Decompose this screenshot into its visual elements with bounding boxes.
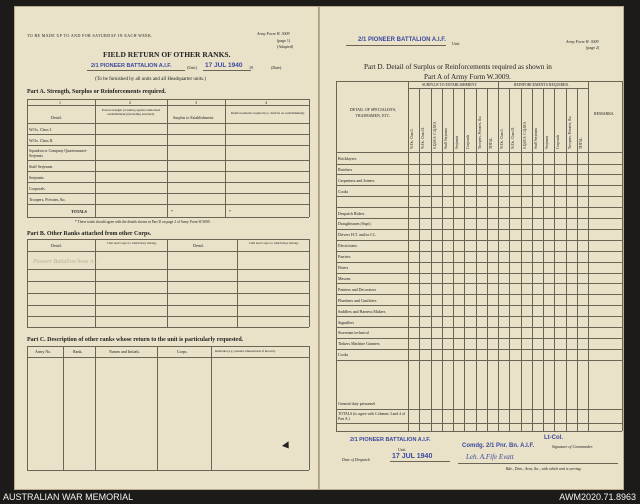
surplus-rank-column-5: Serjeants (455, 135, 459, 149)
rank-column-divider (543, 88, 544, 431)
row-staff-serjeants: Staff Serjeants (29, 164, 53, 169)
totals-asterisk-reinforcements: * (229, 209, 231, 214)
reinf-rank-column-2: W.Os. Class II. (511, 127, 516, 149)
row-wo-class-2: W.Os. Class II. (29, 138, 54, 143)
reinf-rank-column-5: Serjeants (545, 135, 549, 149)
form-reference-page-2: Army Form W. 3009 (566, 39, 599, 44)
rank-column-divider (476, 88, 477, 431)
col-number-2: 2 (129, 100, 131, 105)
row-quartermaster-serjeants: Squadron or Company Quartermaster-Serjeants (29, 149, 88, 158)
faint-handwriting: Pioneer Battalion hose A... (33, 259, 98, 265)
reinf-rank-column-6: Corporals (556, 134, 561, 149)
footer-unit-stamp: 2/1 PIONEER BATTALION A.I.F. (350, 437, 431, 443)
row-corporals: Corporals (29, 186, 45, 191)
date-label: (Date). (271, 65, 283, 70)
trade-row-rule (336, 294, 622, 295)
header-posted-strength: Posted strength (counting against authorised establishment) (including attached). (101, 108, 161, 116)
trade-row-rule (336, 273, 622, 274)
commander-stamp: Comdg. 2/1 Pnr. Bn. A.I.F. (462, 443, 535, 449)
trade-row-label: Bricklayers (338, 156, 357, 161)
trade-row-label: Tinkers Machine Gunners (338, 341, 380, 347)
archive-accession-number: AWM2020.71.8963 (559, 492, 636, 502)
trade-row-label: Painters and Decorators (338, 286, 377, 292)
surplus-header: SURPLUS TO ESTABLISHMENT. (422, 83, 478, 87)
header-detail: Detail. (51, 115, 62, 120)
trade-row-label: Saddlers and Harness Makers (338, 308, 386, 314)
unit-stamp: 2/1 PIONEER BATTALION A.I.F. (91, 63, 172, 69)
trade-row-rule (336, 218, 622, 219)
year-label: 19 (249, 65, 253, 70)
trade-row-rule (336, 174, 622, 175)
trade-row-rule (336, 338, 622, 339)
surplus-rank-column-4: Staff Serjeants (443, 128, 448, 149)
row-troopers: Troopers, Privates, &c. (29, 197, 67, 202)
part-c-header-names: Names and Initials. (109, 349, 140, 354)
trade-row-rule (336, 240, 622, 241)
part-b-header-unit-2: Unit and Corps to which they belong. (249, 241, 299, 245)
trade-row-label: Cooks (338, 188, 349, 194)
part-b-header-unit-1: Unit and Corps to which they belong. (107, 241, 157, 245)
unit-label-page-2: Unit. (452, 41, 461, 46)
part-a-title: Part A. Strength, Surplus or Reinforcements required. (27, 89, 166, 95)
trade-row-label: Plumbers and Gasfitters (338, 297, 377, 303)
col-number-4: 4 (265, 100, 267, 105)
trade-row-label: Carpenters and Joiners (338, 177, 375, 183)
adapted-note: (Adapted) (277, 44, 294, 49)
trade-row-label: Butchers (338, 166, 353, 172)
unit-label: (Unit) (187, 65, 197, 70)
part-b-header-detail-2: Detail. (193, 243, 204, 248)
trade-row-label: Electricians (338, 243, 357, 249)
surplus-rank-column-3: S.Q.M.S. C.Q.M.S. (432, 120, 437, 149)
reinf-rank-column-4: Staff Serjeants (533, 128, 538, 149)
reinforcements-header: REINFORCEMENTS REQUIRED. (514, 83, 570, 87)
trade-row-rule (336, 251, 622, 252)
remarks-header: REMARKS. (594, 111, 615, 116)
rank-column-divider (453, 88, 454, 431)
rank-column-divider (532, 88, 533, 431)
part-d-title-line-1: Part D. Detail of Surplus or Reinforcements required as shown in (364, 63, 552, 71)
formation-footnote: Bde., Divn., Area, &c., with which unit is serving. (506, 467, 582, 471)
part-c-header-remarks: Remarks (e.g. present whereabouts if known). (215, 349, 276, 353)
trade-row-rule (336, 283, 622, 284)
trade-row-rule (336, 196, 622, 197)
trade-row-label: Despatch Riders (338, 210, 365, 216)
commander-signature: Leh. A.Fife Evatt (466, 453, 514, 461)
part-c-header-corps: Corps. (177, 349, 188, 354)
general-duty-label: General duty personnel (338, 401, 376, 406)
header-surplus: Surplus to Establishment. (173, 115, 214, 120)
part-d-title-line-2: Part A of Army Form W.3009. (424, 73, 511, 81)
unit-stamp-page-2: 2/1 PIONEER BATTALION A.I.F. (358, 37, 446, 43)
trade-row-label: Signallers (338, 319, 354, 325)
part-b-header-detail-1: Detail. (51, 243, 62, 248)
despatch-date-stamp: 17 JUL 1940 (392, 453, 433, 460)
page-reference-page-2: (page 2) (586, 45, 600, 50)
totals-label: TOTALS (71, 209, 87, 214)
trade-row-rule (336, 349, 622, 350)
form-reference: Army Form W. 3009 (257, 31, 290, 36)
trade-row-label: Farriers (338, 254, 351, 260)
rank-column-divider (442, 88, 443, 431)
trade-row-label: Storeman technical (338, 330, 369, 336)
surplus-rank-column-8: TOTAL (488, 137, 493, 149)
ink-arrow-mark (282, 441, 292, 451)
footer-unit-label: Unit. (398, 447, 407, 452)
trade-row-rule (336, 316, 622, 317)
col-number-3: 3 (195, 100, 197, 105)
rank-column-divider (577, 88, 578, 431)
surplus-rank-column-1: W.Os. Class I. (410, 128, 414, 149)
trade-row-rule (336, 305, 622, 306)
trade-row-label: Cooks (338, 352, 349, 358)
furnished-note: (To be furnished by all units and all Headquarter units.) (95, 77, 207, 82)
reinf-rank-column-1: W.Os. Class I. (500, 128, 504, 149)
commander-label: Signature of Commander. (552, 444, 593, 449)
part-c-header-army-no: Army No. (35, 349, 52, 354)
trade-row-rule (336, 327, 622, 328)
trade-row-label: Masons (338, 275, 351, 281)
page-reference: (page 1) (277, 38, 291, 43)
trade-row-rule (336, 229, 622, 230)
surplus-rank-column-7: Troopers, Privates, &c. (477, 115, 482, 149)
rank-column-divider (521, 88, 522, 431)
col-number-1: 1 (59, 100, 61, 105)
reinf-rank-column-8: TOTAL (578, 137, 583, 149)
trade-row-rule (336, 207, 622, 208)
part-b-title: Part B. Other Ranks attached from other Corps. (27, 231, 152, 237)
surplus-rank-column-2: W.Os. Class II. (421, 127, 426, 149)
despatch-label: Date of Despatch (342, 457, 370, 462)
rank-column-divider (431, 88, 432, 431)
row-wo-class-1: W.Os. Class I. (29, 127, 52, 132)
detail-header: DETAIL OF SPECIALISTS, TRADESMEN, ETC. (349, 107, 397, 118)
rank-column-divider (566, 88, 567, 431)
archive-credit: AUSTRALIAN WAR MEMORIAL (3, 492, 134, 502)
trade-row-rule (336, 360, 622, 361)
rank-column-divider (487, 88, 488, 431)
reinf-rank-column-3: S.Q.M.S. C.Q.M.S. (522, 120, 527, 149)
trade-row-label: Fitters (338, 265, 349, 270)
part-c-header-rank: Rank. (73, 349, 83, 354)
totals-asterisk-surplus: * (171, 209, 173, 214)
row-serjeants: Serjeants (29, 175, 44, 180)
field-return-page-1 (14, 6, 319, 490)
part-c-title: Part C. Description of other ranks whose return to the unit is particularly requested. (27, 337, 244, 343)
header-reinforcements: Reinforcements required (i.e. deficits on establishment). (230, 111, 306, 115)
trade-row-rule (336, 185, 622, 186)
reinf-rank-column-7: Troopers, Privates, &c. (567, 115, 572, 149)
rank-stamp: Lt-Col. (544, 435, 563, 441)
date-stamp: 17 JUL 1940 (205, 62, 243, 69)
weekly-notice: TO BE MADE UP TO AND FOR SATURDAY IN EACH WEEK. (27, 33, 153, 38)
trade-row-rule (336, 262, 622, 263)
surplus-rank-column-6: Corporals (466, 134, 471, 149)
trade-row-rule (336, 164, 622, 165)
field-return-page-2 (319, 6, 624, 490)
trade-row-label: Draughtsmen (Supt) (338, 221, 371, 227)
totals-note: * These totals should agree with the details shown in Part D on page 2 of Army Form W.3009. (75, 220, 211, 224)
form-title: FIELD RETURN OF OTHER RANKS. (103, 50, 231, 59)
trade-row-label: Drivers H.T. and/or I.C. (338, 232, 377, 238)
part-d-totals-label: TOTALS (to agree with Columns 3 and 4 of Part A.) (338, 412, 406, 421)
